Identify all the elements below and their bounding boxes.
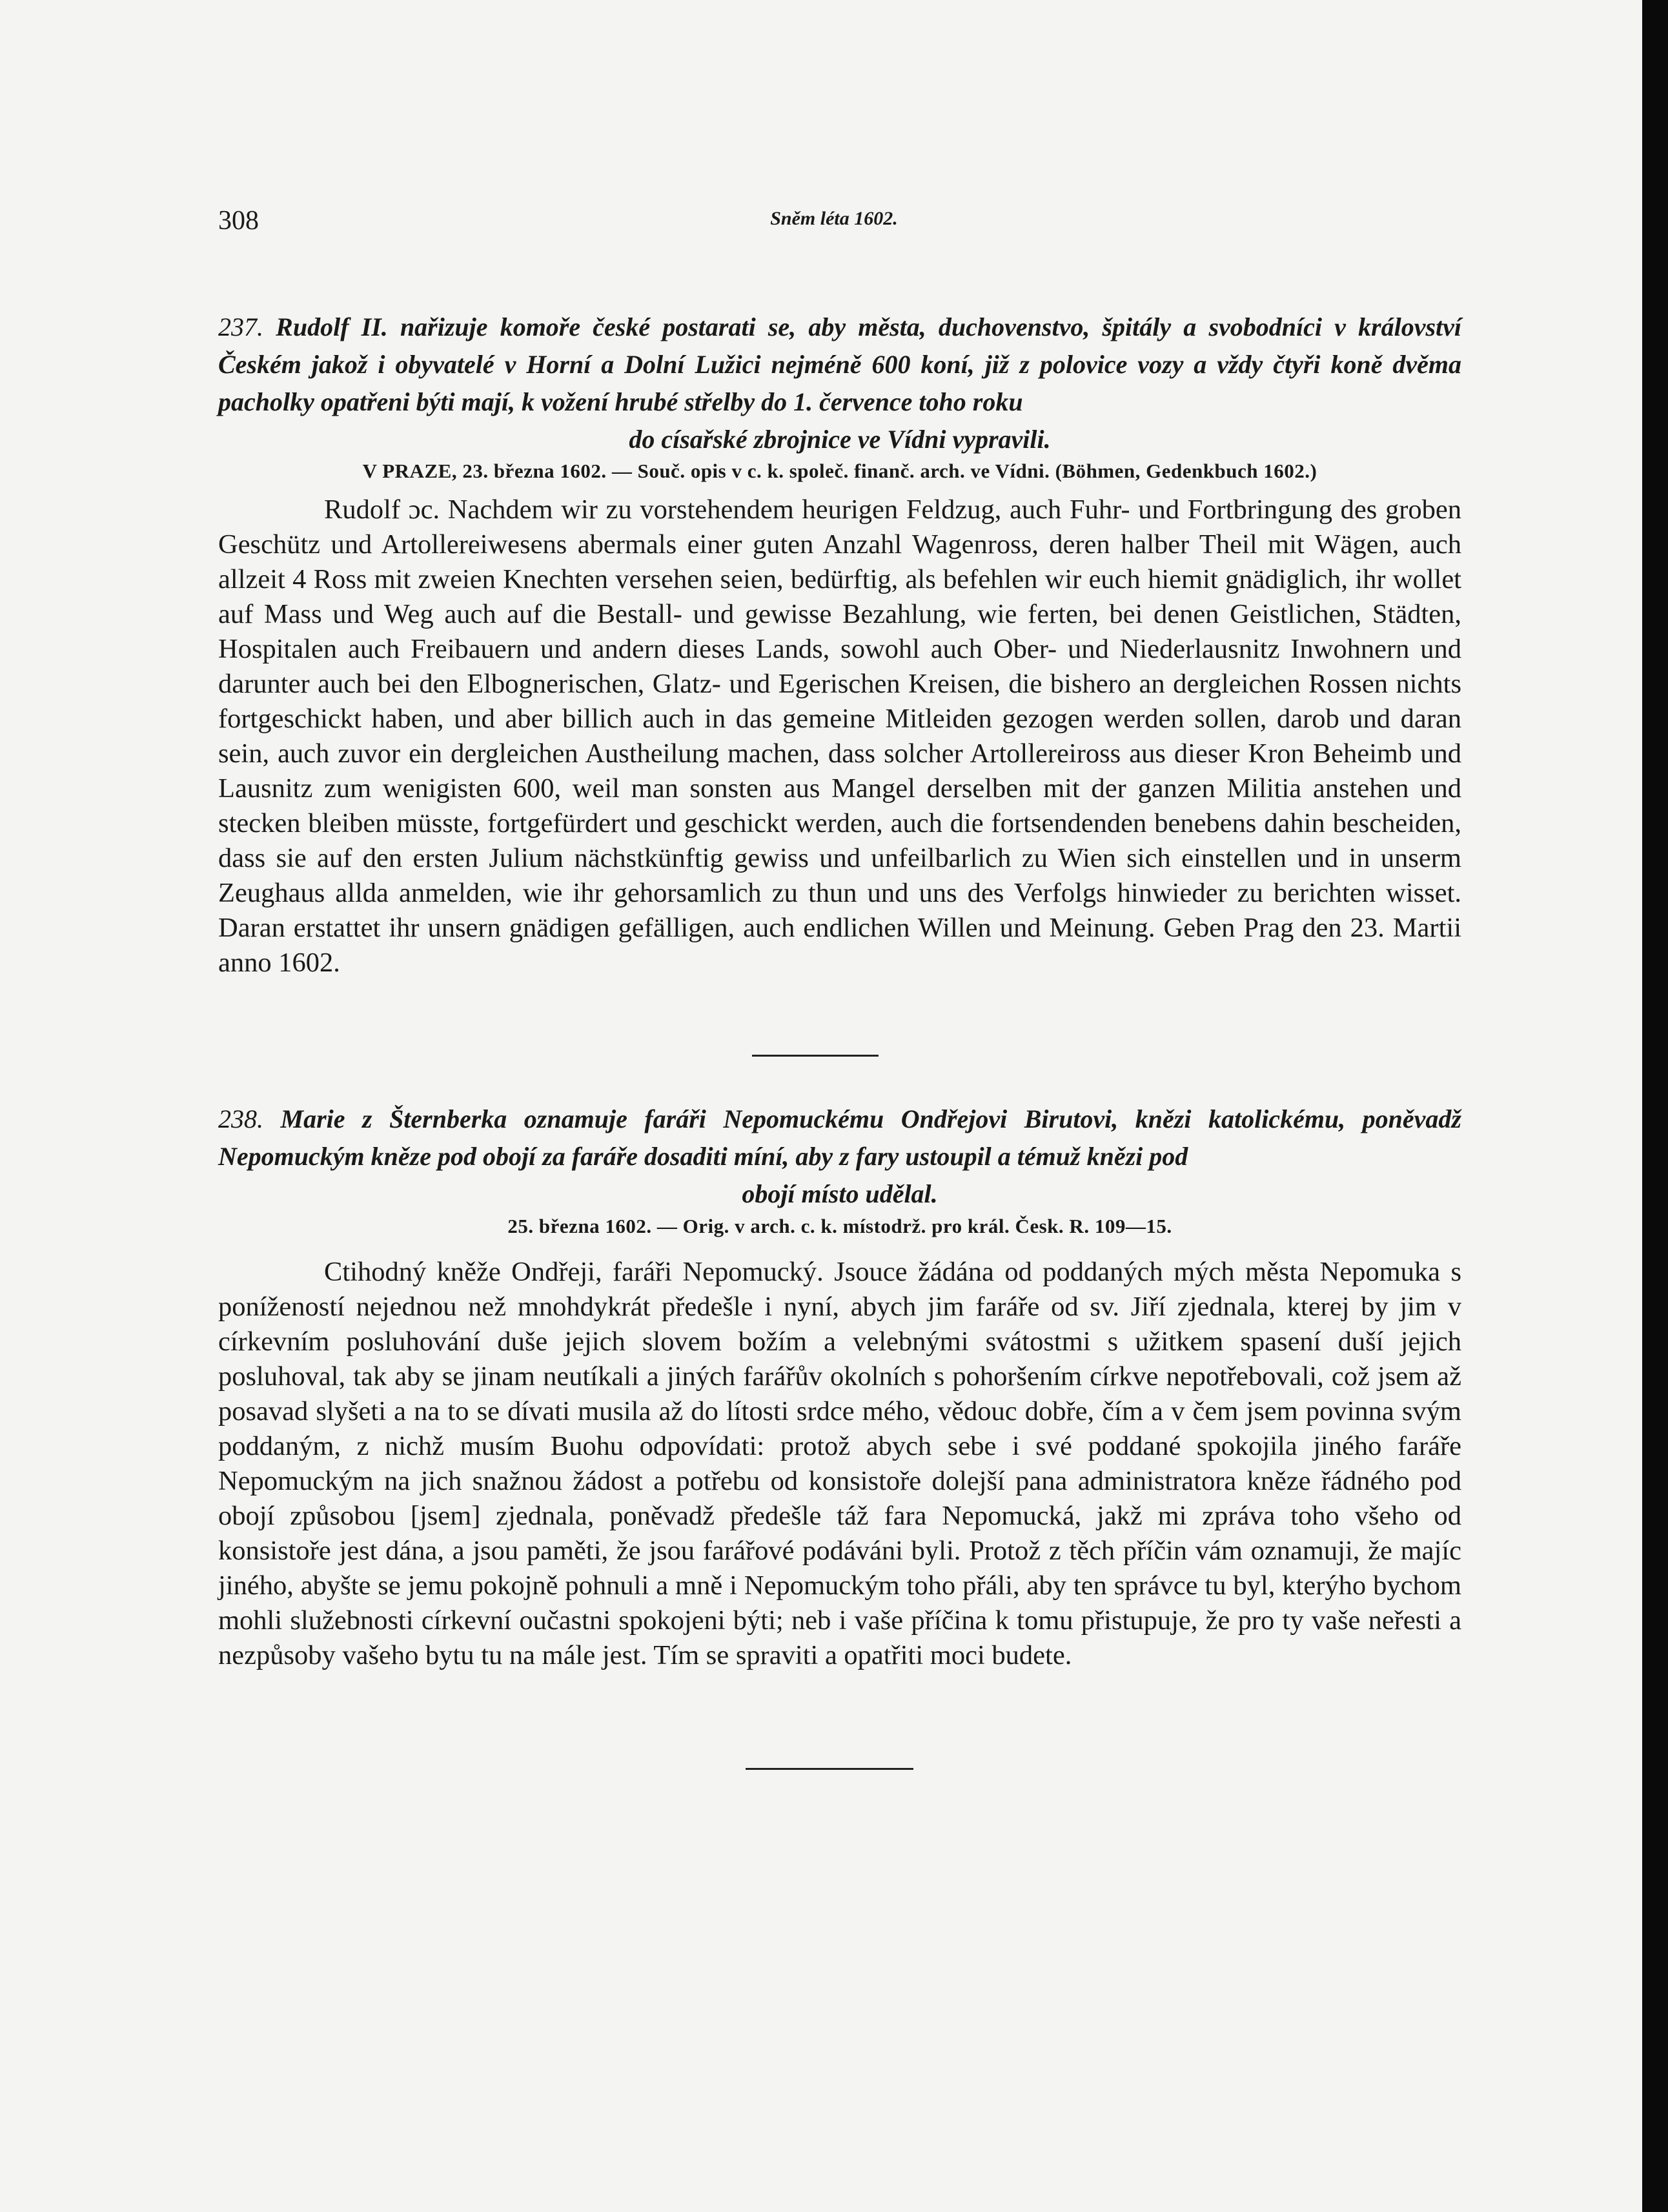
document-238-source: 25. března 1602. — Orig. v arch. c. k. místodrž. pro král. Česk. R. 109—15. xyxy=(507,1215,1172,1237)
document-238-title-main: Marie z Šternberka oznamuje faráři Nepomuckému Ondřejovi Birutovi, knězi katolickému, poněvadž Nepomuckým kněze pod obojí za faráře dosaditi míní, aby z fary ustoupil a témuž knězi pod xyxy=(218,1104,1461,1171)
document-237-body: Rudolf ɔc. Nachdem wir zu vorstehendem heurigen Feldzug, auch Fuhr- und Fortbringung des groben Geschütz und Artollereiwesens abermals einer guten Anzahl Wagenross, deren halber Theil mit Wägen, auch allzeit 4 Ross mit zweien Knechten versehen seien, bedürftig, als befehlen wir euch hiemit gnädiglich, ihr wollet auf Mass und Weg auch auf die Bestall- und gewisse Bezahlung, wie ferten, bei denen Geistlichen, Städten, Hospitalen auch Freibauern und andern dieses Lands, sowohl auch Ober- und Niederlausnitz Inwohnern und darunter auch bei den Elbognerischen, Glatz- und Egerischen Kreisen, die bishero an dergleichen Rossen nichts fortgeschickt haben, und aber billich auch in das gemeine Mitleiden gezogen werden sollen, darob und daran sein, auch zuvor ein dergleichen Austheilung machen, dass solcher Artollereiross aus dieser Kron Beheimb und Lausnitz zum wenigisten 600, weil man sonsten aus Mangel derselben mit der ganzen Militia anstehen und stecken bleiben müsste, fortgefürdert und geschickt werden, auch die fortsendenden benebens dahin bescheiden, dass sie auf den ersten Julium nächstkünftig gewiss und unfeilbarlich zu Wien sich einstellen und in unserm Zeughaus allda anmelden, wie ihr gehorsamlich zu thun und uns des Verfolgs hinwieder zu berichten wisset. Daran erstattet ihr unsern gnädigen gefälligen, auch endlichen Willen und Meinung. Geben Prag den 23. Martii anno 1602. xyxy=(218,494,1461,978)
document-237-source: V PRAZE, 23. března 1602. — Souč. opis v c. k. společ. finanč. arch. ve Vídni. (Böhmen, Gedenkbuch 1602.) xyxy=(362,460,1317,482)
section-divider-rule xyxy=(752,1055,879,1057)
document-238-title xyxy=(218,1101,1461,1213)
document-237-title-last: do císařské zbrojnice ve Vídni vypravili. xyxy=(629,425,1051,454)
running-title: Sněm léta 1602. xyxy=(770,208,898,229)
document-238-body: Ctihodný kněže Ondřeji, faráři Nepomucký. Jsouce žádána od poddaných mých města Nepomuka s ponížeností nejednou než mnohdykrát předešle i nyní, abych jim faráře od sv. Jiří zjednala, kterej by jim v církevním posluhování duše jejich slovem božím a velebnými svátostmi s užitkem spasení duší jejich posluhoval, tak aby se jinam neutíkali a jiných farářův okolních s pohoršením církve nepotřebovali, což jsem až posavad slyšeti a na to se dívati musila až do lítosti srdce mého, vědouc dobře, čím a v čem jsem povinna svým poddaným, z nichž musím Buohu odpovídati: protož abych sebe i své poddané spokojila jiného faráře Nepomuckým na jich snažnou žádost a potřebu od konsistoře dolejší pana administratora kněze řádného pod obojí způsobou [jsem] zjednala, poněvadž předešle táž fara Nepomucká, jakž mi zpráva toho všeho od konsistoře jest dána, a jsou paměti, že jsou farářové podáváni byli. Protož z těch příčin vám oznamuji, že majíc jiného, abyšte se jemu pokojně pohnuli a mně i Nepomuckým toho přáli, aby ten správce tu byl, kterýho bychom mohli služebnosti církevní oučastni spokojeni býti; neb i vaše příčina k tomu přistupuje, že pro ty vaše neřesti a nezpůsoby vašeho bytu tu na mále jest. Tím se spraviti a opatřiti moci budete. xyxy=(218,1257,1461,1670)
document-237-title-main: Rudolf II. nařizuje komoře české postarati se, aby města, duchovenstvo, špitály a svobodníci v království Českém jakož i obyvatelé v Horní a Dolní Lužici nejméně 600 koní, již z polovice vozy a vždy čtyři koně dvěma pacholky opatřeni býti mají, k vožení hrubé střelby do 1. července toho roku xyxy=(218,312,1462,416)
page-number: 308 xyxy=(218,206,259,236)
document-238-number: 238. xyxy=(218,1104,263,1133)
scan-edge-bar xyxy=(1642,0,1668,2212)
document-238-title-last: obojí místo udělal. xyxy=(742,1179,938,1208)
document-237-title xyxy=(218,309,1461,458)
document-237-number: 237. xyxy=(218,312,263,341)
end-divider-rule xyxy=(746,1768,913,1770)
